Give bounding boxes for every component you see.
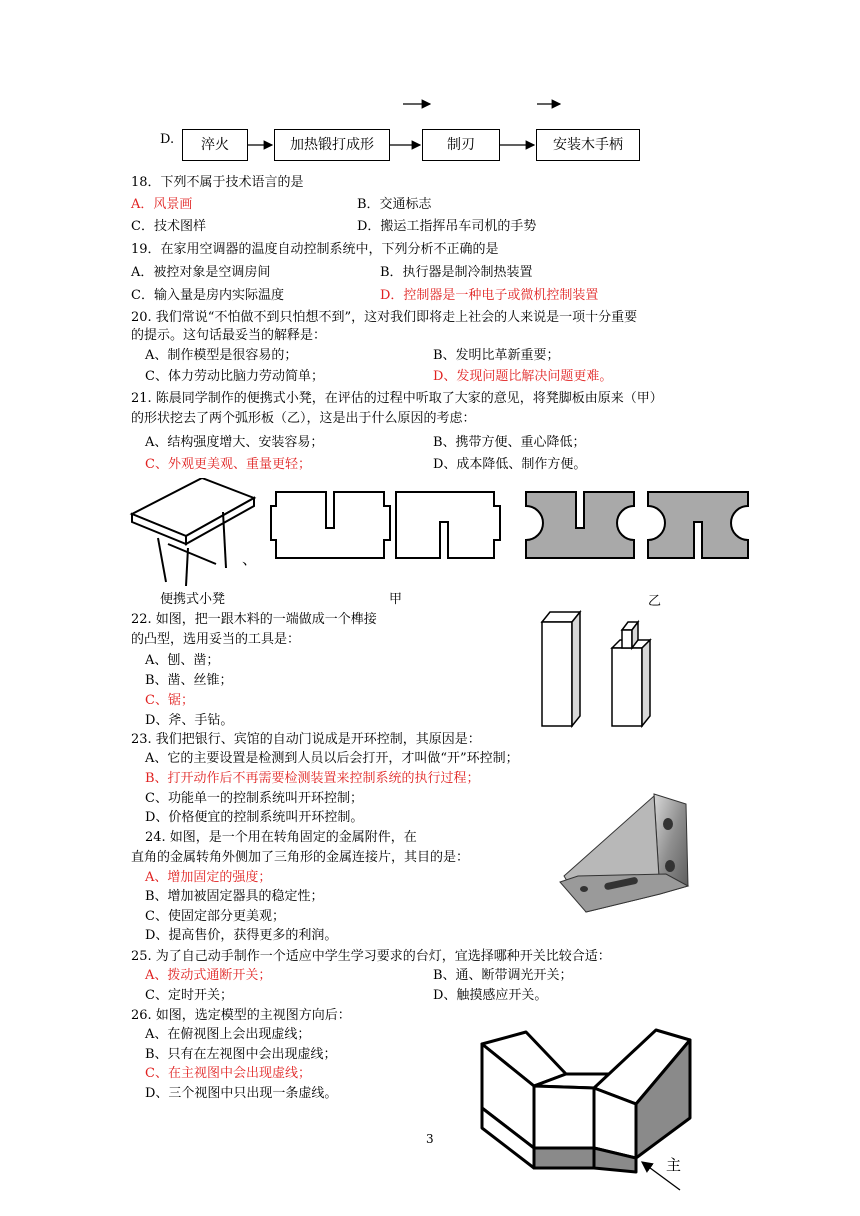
q25-option-b: B、通、断带调光开关；: [433, 968, 573, 983]
q21-figure: [128, 478, 768, 588]
q22-option-a: A、刨、凿；: [145, 653, 220, 668]
q21-option-d: D、成本降低、制作方便。: [433, 457, 587, 472]
q22-option-b: B、凿、丝锥；: [145, 673, 233, 688]
q21-option-c: C、外观更美观、重量更轻；: [145, 457, 311, 472]
flow-step-1: 淬火: [182, 129, 248, 161]
board-b-2: [648, 492, 748, 558]
stool-drawing: [132, 478, 254, 586]
q21-stem-line1: 21. 陈晨同学制作的便携式小凳，在评估的过程中听取了大家的意见，将凳脚板由原来（甲）: [131, 391, 663, 406]
q26-view-direction-label: 主: [666, 1156, 682, 1174]
q21-fig-separator: 、: [242, 550, 258, 568]
q25-stem: 25. 为了自己动手制作一个适应中学生学习要求的台灯，宜选择哪种开关比较合适：: [131, 949, 611, 964]
board-b-1: [526, 492, 634, 558]
q23-stem: 23. 我们把银行、宾馆的自动门说成是开环控制，其原因是：: [131, 732, 481, 747]
q24-option-a: A、增加固定的强度；: [145, 870, 272, 885]
q20-option-b: B、发明比革新重要；: [433, 348, 560, 363]
q25-option-c: C、定时开关；: [145, 988, 233, 1003]
board-a-2: [396, 492, 500, 558]
q26-option-c: C、在主视图中会出现虚线；: [145, 1066, 311, 1081]
q19-option-d: D．控制器是一种电子或微机控制装置: [380, 288, 599, 303]
q24-option-d: D、提高售价，获得更多的利润。: [145, 928, 338, 943]
board-a-1: [271, 492, 390, 558]
q18-option-d: D．搬运工指挥吊车司机的手势: [357, 219, 537, 234]
flow-arrows: [0, 0, 860, 180]
q20-stem-line1: 20. 我们常说“不怕做不到只怕想不到”，这对我们即将走上社会的人来说是一项十分重要: [131, 310, 638, 325]
q18-option-b: B．交通标志: [357, 197, 432, 212]
q22-stem-line1: 22. 如图，把一跟木料的一端做成一个榫接: [131, 612, 377, 627]
q21-fig-label-a: 甲: [389, 592, 403, 607]
flow-step-3: 制刃: [422, 129, 500, 161]
q22-option-d: D、斧、手钻。: [145, 713, 234, 728]
flow-option-label: D.: [160, 132, 175, 147]
q24-option-c: C、使固定部分更美观；: [145, 909, 285, 924]
q23-option-d: D、价格便宜的控制系统叫开环控制。: [145, 810, 364, 825]
q20-stem-line2: 的提示。这句话最妥当的解释是：: [131, 328, 327, 343]
page-number: 3: [426, 1132, 434, 1146]
q25-option-a: A、拨动式通断开关；: [145, 968, 272, 983]
q26-option-b: B、只有在左视图中会出现虚线；: [145, 1047, 337, 1062]
q24-option-b: B、增加被固定器具的稳定性；: [145, 889, 324, 904]
q21-fig-label-b: 乙: [648, 594, 662, 609]
q26-stem: 26. 如图，选定模型的主视图方向后：: [131, 1008, 351, 1023]
q20-option-a: A、制作模型是很容易的；: [145, 348, 298, 363]
q24-bracket-photo: [556, 790, 706, 920]
q22-figure: [538, 608, 658, 728]
flow-step-4: 安装木手柄: [536, 129, 640, 161]
q26-model-figure: [476, 1008, 706, 1178]
q26-option-a: A、在俯视图上会出现虚线；: [145, 1027, 311, 1042]
q18-option-c: C．技术图样: [131, 219, 206, 234]
q19-stem: 19．在家用空调器的温度自动控制系统中，下列分析不正确的是: [131, 242, 499, 257]
q19-option-a: A．被控对象是空调房间: [131, 265, 271, 280]
q26-option-d: D、三个视图中只出现一条虚线。: [145, 1086, 338, 1101]
q22-stem-line2: 的凸型，选用妥当的工具是：: [131, 632, 301, 647]
q21-option-a: A、结构强度增大、安装容易；: [145, 435, 324, 450]
q21-option-b: B、携带方便、重心降低；: [433, 435, 586, 450]
q18-stem: 18．下列不属于技术语言的是: [131, 175, 304, 190]
q24-stem-line2: 直角的金属转角外侧加了三角形的金属连接片，其目的是：: [131, 850, 470, 865]
q18-option-a: A．风景画: [131, 197, 193, 212]
q21-stem-line2: 的形状挖去了两个弧形板（乙），这是出于什么原因的考虑：: [131, 411, 476, 426]
q21-fig-label-stool: 便携式小凳: [160, 592, 226, 607]
q25-option-d: D、触摸感应开关。: [433, 988, 548, 1003]
q20-option-c: C、体力劳动比脑力劳动简单；: [145, 369, 324, 384]
q20-option-d: D、发现问题比解决问题更难。: [433, 369, 613, 384]
q19-option-c: C．输入量是房内实际温度: [131, 288, 284, 303]
q23-option-c: C、功能单一的控制系统叫开环控制；: [145, 791, 363, 806]
flow-step-2: 加热锻打成形: [274, 129, 390, 161]
q24-stem-line1: 24. 如图，是一个用在转角固定的金属附件，在: [145, 830, 417, 845]
q19-option-b: B．执行器是制冷制热装置: [380, 265, 533, 280]
q23-option-a: A、它的主要设置是检测到人员以后会打开，才叫做“开”环控制；: [145, 751, 519, 766]
q22-option-c: C、锯；: [145, 693, 194, 708]
q23-option-b: B、打开动作后不再需要检测装置来控制系统的执行过程；: [145, 771, 480, 786]
